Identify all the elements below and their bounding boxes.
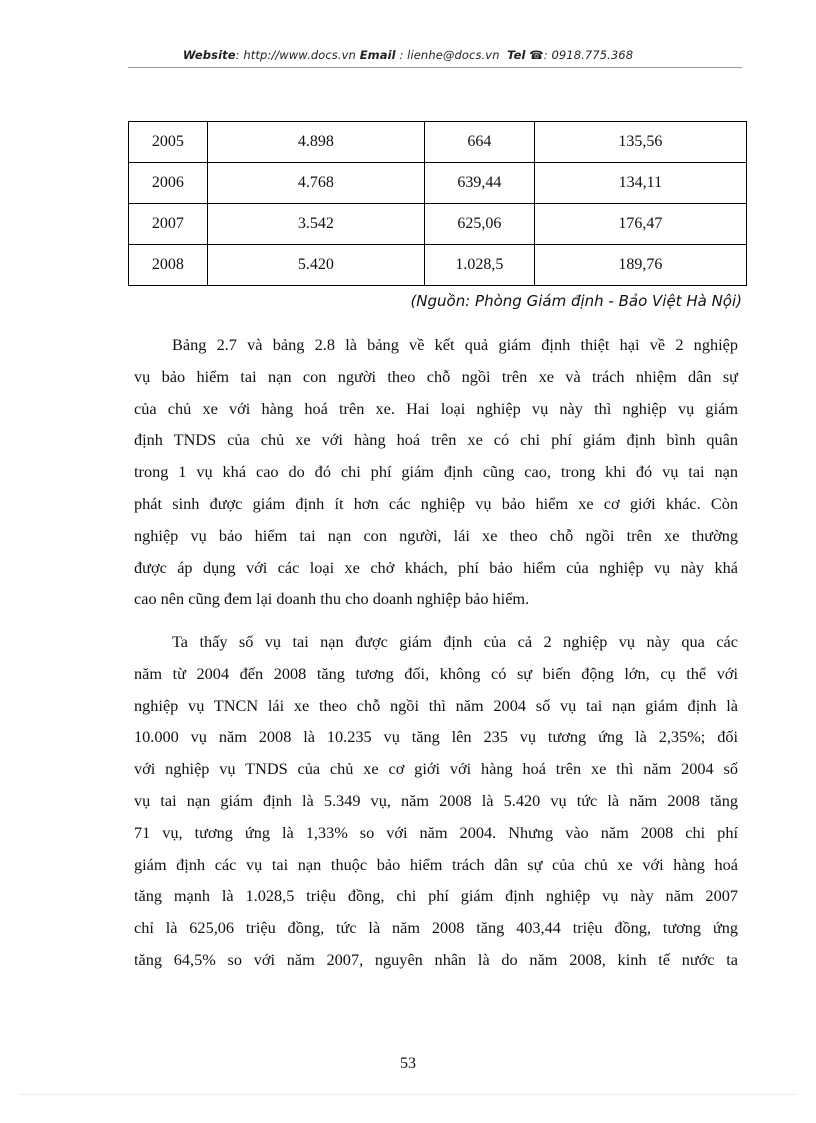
table-cell: 135,56 — [534, 122, 746, 163]
table-cell: 134,11 — [534, 163, 746, 204]
table-cell: 3.542 — [207, 204, 424, 245]
tel-label: Tel — [507, 48, 526, 62]
text-line: với nghiệp vụ TNDS của chủ xe cơ giới với hàng hoá trên xe thì năm 2004 số — [134, 759, 738, 779]
table-cell: 4.768 — [207, 163, 424, 204]
table-cell: 2005 — [129, 122, 208, 163]
table-cell: 4.898 — [207, 122, 424, 163]
text-line: nghiệp vụ bảo hiểm tai nạn con người, lái xe theo chỗ ngồi trên xe thường — [134, 525, 738, 545]
text-line: nghiệp vụ TNCN lái xe theo chỗ ngồi thì năm 2004 số vụ tai nạn giám định là — [134, 695, 738, 715]
text-line: của chủ xe với hàng hoá trên xe. Hai loại nghiệp vụ này thì nghiệp vụ giám — [134, 398, 738, 418]
table-cell: 5.420 — [207, 245, 424, 286]
website-label: Website — [182, 48, 236, 62]
text-line: vụ bảo hiểm tai nạn con người theo chỗ ngồi trên xe và trách nhiệm dân sự — [134, 366, 738, 386]
tel-value: : 0918.775.368 — [543, 48, 634, 62]
table-cell: 639,44 — [425, 163, 535, 204]
table-row — [129, 122, 747, 163]
text-line: được áp dụng với các loại xe chở khách, phí bảo hiểm của nghiệp vụ này khá — [134, 557, 738, 577]
text-line: chỉ là 625,06 triệu đồng, tức là năm 2008 tăng 403,44 triệu đồng, tương ứng — [134, 918, 738, 938]
text-line: phát sinh được giám định ít hơn các nghiệp vụ bảo hiểm xe cơ giới khác. Còn — [134, 493, 738, 513]
table-cell: 189,76 — [534, 245, 746, 286]
body-paragraph — [134, 626, 738, 976]
table-row — [129, 204, 747, 245]
table-cell: 625,06 — [425, 204, 535, 245]
table-row — [129, 245, 747, 286]
text-line: tăng 64,5% so với năm 2007, nguyên nhân là do năm 2008, kinh tế nước ta — [134, 949, 738, 969]
data-table — [128, 121, 747, 286]
text-line: vụ tai nạn giám định là 5.349 vụ, năm 2008 là 5.420 vụ tức là năm 2008 tăng — [134, 790, 738, 810]
footer-divider — [20, 1094, 796, 1095]
text-line: Ta thấy số vụ tai nạn được giám định của cả 2 nghiệp vụ này qua các — [172, 632, 738, 651]
table-cell: 2007 — [129, 204, 208, 245]
table-cell: 2006 — [129, 163, 208, 204]
table-cell: 2008 — [129, 245, 208, 286]
header-divider — [128, 67, 742, 68]
text-line: giám định các vụ tai nạn thuộc bảo hiểm trách dân sự của chủ xe với hàng hoá — [134, 854, 738, 874]
page-header — [0, 48, 816, 62]
source-note: (Nguồn: Phòng Giám định - Bảo Việt Hà Nội) — [410, 292, 742, 310]
email-label: Email — [359, 48, 396, 62]
text-line: trong 1 vụ khá cao do đó chi phí giám định cũng cao, trong khi đó vụ tai nạn — [134, 462, 738, 482]
table-row — [129, 163, 747, 204]
body-paragraph — [134, 329, 738, 615]
website-value: : http://www.docs.vn — [235, 48, 356, 62]
text-line: 10.000 vụ năm 2008 là 10.235 vụ tăng lên 235 vụ tương ứng là 2,35%; đối — [134, 727, 738, 747]
text-line: tăng mạnh là 1.028,5 triệu đồng, chi phí giám định nghiệp vụ này năm 2007 — [134, 886, 738, 906]
text-line: cao nên cũng đem lại doanh thu cho doanh nghiệp bảo hiểm. — [134, 589, 530, 609]
text-line: Bảng 2.7 và bảng 2.8 là bảng về kết quả giám định thiệt hại về 2 nghiệp — [172, 335, 738, 354]
phone-icon: ☎ — [529, 48, 544, 62]
table-cell: 664 — [425, 122, 535, 163]
text-line: năm từ 2004 đến 2008 tăng tương đối, không có sự biến động lớn, cụ thể với — [134, 663, 738, 683]
page-number: 53 — [400, 1055, 416, 1072]
table-cell: 176,47 — [534, 204, 746, 245]
email-value: : lienhe@docs.vn — [399, 48, 500, 62]
text-line: 71 vụ, tương ứng là 1,33% so với năm 2004. Nhưng vào năm 2008 chi phí — [134, 822, 738, 842]
text-line: định TNDS của chủ xe với hàng hoá trên xe có chi phí giám định bình quân — [134, 430, 738, 450]
table-cell: 1.028,5 — [425, 245, 535, 286]
